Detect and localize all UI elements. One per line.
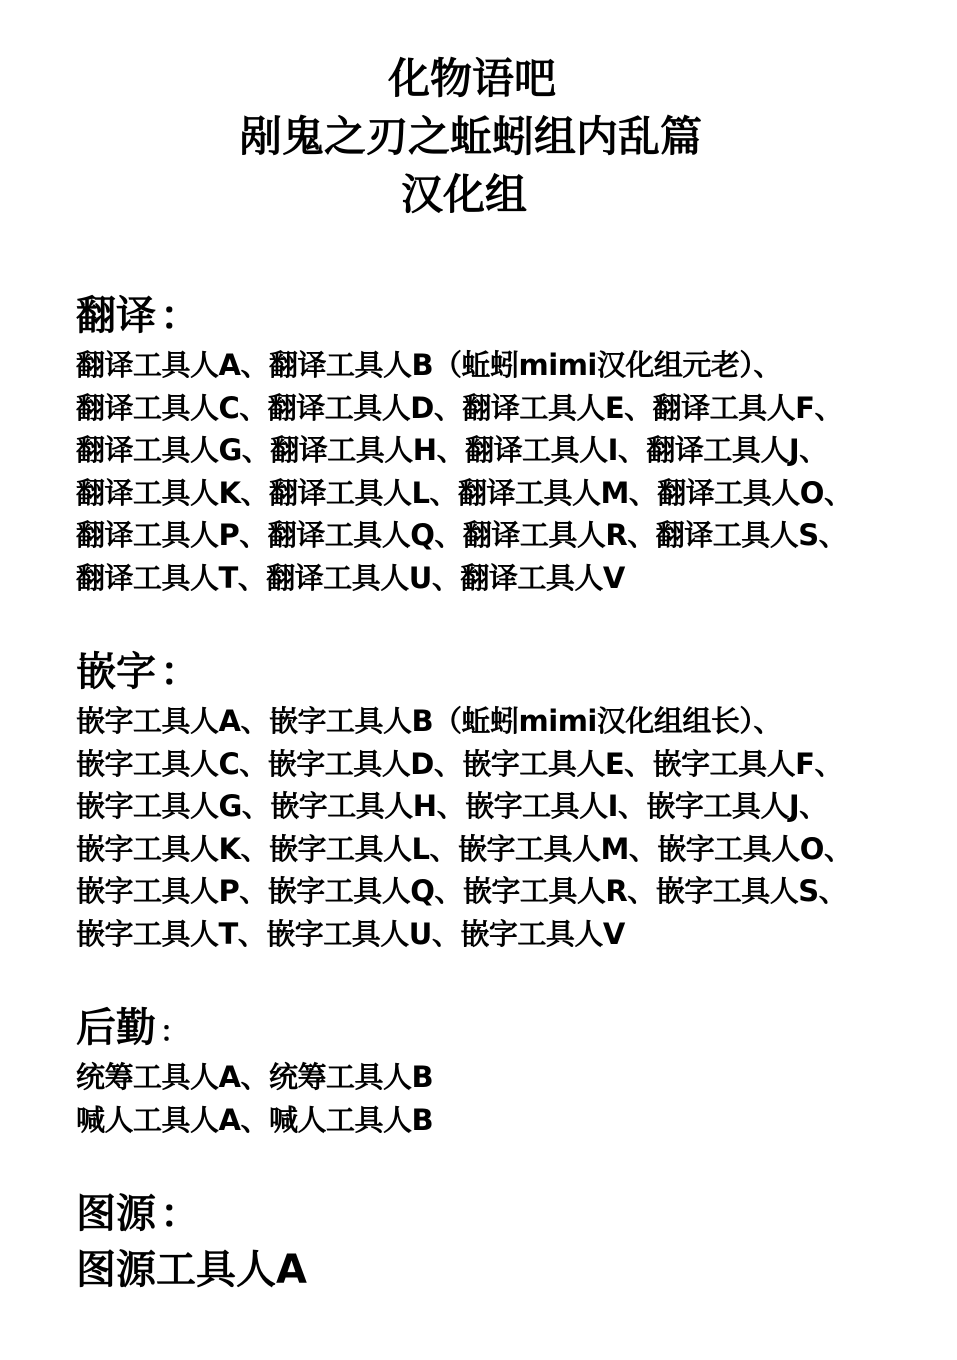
title-line-2: 剐鬼之刃之蚯蚓组内乱篇 <box>240 112 703 161</box>
typesetting-line-3: 嵌字工具人G、嵌字工具人H、嵌字工具人I、嵌字工具人J、 <box>76 789 828 823</box>
source-section <box>76 1186 936 1298</box>
logistics-line-1: 统筹工具人A、统筹工具人B <box>76 1060 434 1094</box>
logistics-heading <box>76 1000 936 1056</box>
source-heading <box>76 1186 936 1242</box>
translation-line-6: 翻译工具人T、翻译工具人U、翻译工具人V <box>76 560 625 595</box>
logistics-heading-colon: ： <box>160 1015 189 1048</box>
translation-line-1: 翻译工具人A、翻译工具人B（蚯蚓mimi汉化组元老）、 <box>76 348 782 382</box>
translation-heading <box>76 288 936 344</box>
typesetting-heading-text: 嵌字 <box>76 649 156 695</box>
translation-line-3: 翻译工具人G、翻译工具人H、翻译工具人I、翻译工具人J、 <box>76 433 828 467</box>
logistics-line-2: 喊人工具人A、喊人工具人B <box>76 1102 434 1137</box>
source-line: 图源工具人A <box>76 1247 307 1293</box>
typesetting-line-1: 嵌字工具人A、嵌字工具人B（蚯蚓mimi汉化组组长）、 <box>76 704 782 738</box>
typesetting-line-4: 嵌字工具人K、嵌字工具人L、嵌字工具人M、嵌字工具人O、 <box>76 831 853 866</box>
translation-line-5: 翻译工具人P、翻译工具人Q、翻译工具人R、翻译工具人S、 <box>76 518 848 552</box>
source-heading-colon: ： <box>160 1191 200 1237</box>
logistics-heading-text: 后勤 <box>76 1005 156 1051</box>
translation-heading-colon: ： <box>160 293 200 339</box>
title-line-3: 汉化组 <box>401 170 528 219</box>
translation-line-2: 翻译工具人C、翻译工具人D、翻译工具人E、翻译工具人F、 <box>76 390 843 425</box>
logistics-section <box>76 1000 936 1141</box>
typesetting-line-6: 嵌字工具人T、嵌字工具人U、嵌字工具人V <box>76 916 625 951</box>
translation-line-4: 翻译工具人K、翻译工具人L、翻译工具人M、翻译工具人O、 <box>76 475 853 510</box>
typesetting-heading-colon: ： <box>160 649 200 695</box>
typesetting-section <box>76 644 936 955</box>
typesetting-line-5: 嵌字工具人P、嵌字工具人Q、嵌字工具人R、嵌字工具人S、 <box>76 874 848 908</box>
translation-heading-text: 翻译 <box>76 293 156 339</box>
source-heading-text: 图源 <box>76 1191 156 1237</box>
typesetting-line-2: 嵌字工具人C、嵌字工具人D、嵌字工具人E、嵌字工具人F、 <box>76 746 843 781</box>
translation-section <box>76 288 936 599</box>
title-line-1: 化物语吧 <box>388 54 557 103</box>
typesetting-heading <box>76 644 936 700</box>
